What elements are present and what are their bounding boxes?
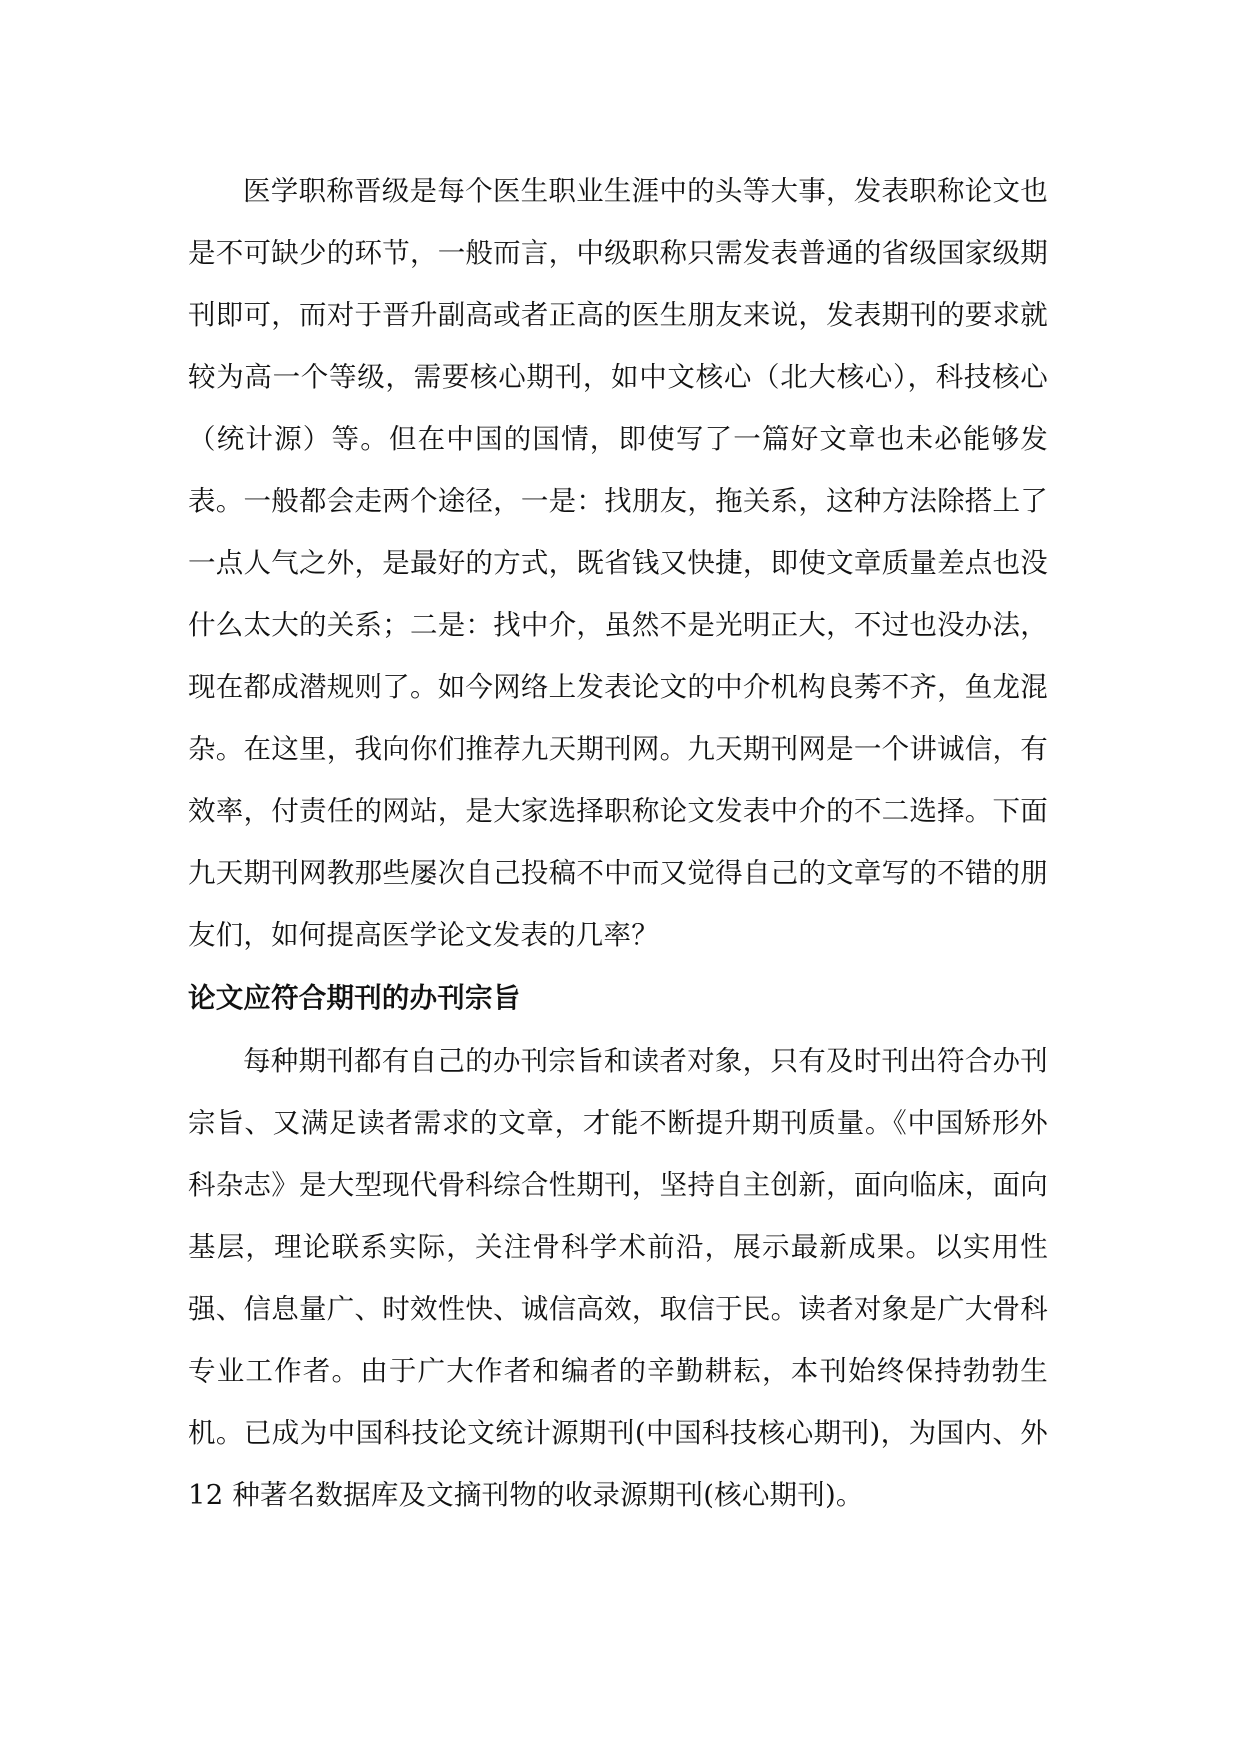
section-heading: 论文应符合期刊的办刊宗旨 bbox=[188, 982, 521, 1014]
document-body bbox=[188, 160, 1048, 1526]
intro-paragraph: 医学职称晋级是每个医生职业生涯中的头等大事，发表职称论文也是不可缺少的环节，一般而言，中级职称只需发表普通的省级国家级期刊即可，而对于晋升副高或者正高的医生朋友来说，发表期刊的要求就较为高一个等级，需要核心期刊，如中文核心（北大核心），科技核心（统计源）等。但在中国的国情，即使写了一篇好文章也未必能够发表。一般都会走两个途径，一是：找朋友，拖关系，这种方法除搭上了一点人气之外，是最好的方式，既省钱又快捷，即使文章质量差点也没什么太大的关系；二是：找中介，虽然不是光明正大，不过也没办法，现在都成潜规则了。如今网络上发表论文的中介机构良莠不齐，鱼龙混杂。在这里，我向你们推荐九天期刊网。九天期刊网是一个讲诚信，有效率，付责任的网站，是大家选择职称论文发表中介的不二选择。下面九天期刊网教那些屡次自己投稿不中而又觉得自己的文章写的不错的朋友们，如何提高医学论文发表的几率？ bbox=[188, 175, 1048, 951]
section-paragraph: 每种期刊都有自己的办刊宗旨和读者对象，只有及时刊出符合办刊宗旨、又满足读者需求的文章，才能不断提升期刊质量。《中国矫形外科杂志》是大型现代骨科综合性期刊，坚持自主创新，面向临床，面向基层，理论联系实际，关注骨科学术前沿，展示最新成果。以实用性强、信息量广、时效性快、诚信高效，取信于民。读者对象是广大骨科专业工作者。由于广大作者和编者的辛勤耕耘，本刊始终保持勃勃生机。已成为中国科技论文统计源期刊(中国科技核心期刊)，为国内、外 12 种著名数据库及文摘刊物的收录源期刊(核心期刊)。 bbox=[188, 1045, 1048, 1511]
